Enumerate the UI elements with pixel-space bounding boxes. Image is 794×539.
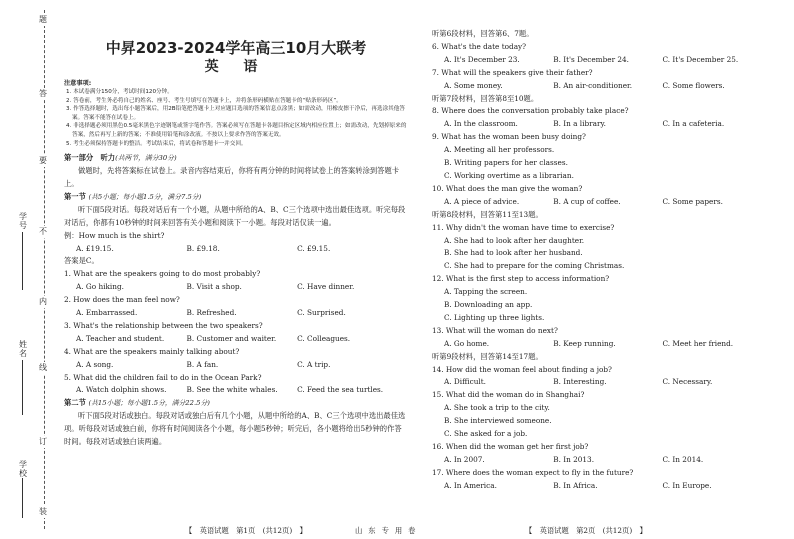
notice-heading: 注意事项: <box>64 80 92 87</box>
section1-title: 第一节 <box>64 191 86 201</box>
question-1 <box>64 268 408 294</box>
option: A. She had to look after her daughter. <box>444 235 585 245</box>
school-label: 学校 <box>19 460 27 478</box>
option: A. Go home. <box>444 338 490 348</box>
options-row <box>432 118 772 131</box>
binding-char: 线 <box>39 363 47 372</box>
options-row <box>432 480 772 493</box>
option: B. Refreshed. <box>186 308 237 318</box>
option: B. In 2013. <box>553 454 595 464</box>
school-line <box>22 478 23 518</box>
notice-block <box>64 79 408 148</box>
option: C. Meet her friend. <box>662 338 734 348</box>
option: B. In Africa. <box>553 480 598 490</box>
option: A. A piece of advice. <box>444 196 520 206</box>
binding-char: 题 <box>39 15 47 24</box>
question-3 <box>64 320 408 346</box>
student-number-label: 学号 <box>19 212 27 230</box>
option: B. See the white whales. <box>186 385 278 395</box>
options-row <box>64 333 408 346</box>
binding-char: 答 <box>39 89 47 98</box>
option: C. It's December 25. <box>662 54 739 64</box>
question-text: 17. Where does the woman expect to fly in the future? <box>432 467 634 477</box>
section1-sub: (共5小题；每小题1.5分，满分7.5分) <box>88 192 202 201</box>
question-text: 3. What's the relationship between the two speakers? <box>64 320 263 330</box>
option: A. Embarrassed. <box>76 308 138 318</box>
part1-heading <box>64 152 408 165</box>
material-note: 听第6段材料，回答第6、7题。 <box>432 29 534 38</box>
question-text: 5. What did the children fail to do in the Ocean Park? <box>64 372 262 382</box>
option: B. A fan. <box>186 359 219 369</box>
option: A. In America. <box>444 480 497 490</box>
option: C. Lighting up three lights. <box>444 312 545 322</box>
options-row <box>64 359 408 372</box>
binding-char: 要 <box>39 156 47 165</box>
option: A. It's December 23. <box>444 54 520 64</box>
question-text: 15. What did the woman do in Shanghai? <box>432 390 585 400</box>
options-row <box>432 338 772 351</box>
question-text: 10. What does the man give the woman? <box>432 183 583 193</box>
option: C. In a cafeteria. <box>662 119 725 129</box>
option: A. Watch dolphin shows. <box>76 385 167 395</box>
binding-char: 内 <box>39 297 47 306</box>
option: C. Have dinner. <box>297 282 355 292</box>
question-text: 13. What will the woman do next? <box>432 325 558 335</box>
option: B. She had to look after her husband. <box>444 248 583 258</box>
notice-item: 5. 考生必须保持答题卡的整洁。考试结束后，将试卷和答题卡一并交回。 <box>66 140 247 147</box>
page-1-column <box>64 0 408 449</box>
question-text: 9. What has the woman been busy doing? <box>432 132 586 142</box>
question-text: 6. What's the date today? <box>432 41 527 51</box>
notice-item: 4. 非选择题必须用黑色0.5毫米黑色字迹钢笔或签字笔作答。答案必须写在答题卡各题目指定区域内相应位置上；如需改动，先划掉原来的答案，然后再写上新的答案；不准使用铅笔和涂改液。不按以上要求作答的答案无效。 <box>66 123 407 138</box>
question-7 <box>432 67 772 93</box>
option: C. Some papers. <box>662 196 723 206</box>
option: C. In 2014. <box>662 454 704 464</box>
option: A. In the classroom. <box>444 119 518 129</box>
footer-page-2: 【 英语试题 第2页 (共12页) 】 <box>525 526 647 535</box>
part1-intro: 做题时，先将答案标在试卷上。录音内容结束后，你将有两分钟的时间将试卷上的答案转涂到答题卡上。 <box>64 166 400 188</box>
part1-title-sub: (共两节，满分30分) <box>115 154 177 163</box>
option: A. Tapping the screen. <box>444 287 528 297</box>
section2-intro: 听下面5段对话或独白。每段对话或独白后有几个小题，从题中所给的A、B、C三个选项中选出最佳选项。听每段对话或独白前，你将有时间阅读各个小题，每小题5秒钟；听完后，各小题将给出5秒钟的作答时间。每段对话或独白读两遍。 <box>64 411 406 447</box>
option: C. Surprised. <box>297 308 346 318</box>
binding-char: 装 <box>39 507 47 516</box>
page-2-column <box>432 28 772 493</box>
footer-page-1: 【 英语试题 第1页 (共12页) 】 <box>185 526 307 535</box>
part1-title: 第一部分 听力 <box>64 153 116 163</box>
option: B. Writing papers for her classes. <box>444 158 568 168</box>
question-4 <box>64 346 408 372</box>
exam-title: 中昇2023-2024学年高三10月大联考 <box>105 39 367 57</box>
option: B. Downloading an app. <box>444 300 533 310</box>
options-row <box>432 196 772 209</box>
option: A. A song. <box>76 359 114 369</box>
question-text: 11. Why didn't the woman have time to exercise? <box>432 222 615 232</box>
option: B. Customer and waiter. <box>186 333 277 343</box>
binding-margin <box>0 0 60 539</box>
name-line <box>22 360 23 415</box>
option: A. In 2007. <box>444 454 485 464</box>
section1-heading <box>64 191 408 204</box>
option: A. Go hiking. <box>76 282 124 292</box>
student-number-line <box>22 232 23 290</box>
option: C. Feed the sea turtles. <box>297 385 384 395</box>
option: C. Some flowers. <box>662 80 725 90</box>
option: C. Colleagues. <box>297 333 351 343</box>
option: A. Teacher and student. <box>76 333 165 343</box>
footer-edition: 山东专用卷 <box>355 526 422 535</box>
options-row <box>64 281 408 294</box>
option: B. £9.18. <box>186 243 220 253</box>
example-options <box>64 243 408 256</box>
name-label: 姓名 <box>19 340 27 358</box>
binding-char: 不 <box>39 227 47 236</box>
option: C. In Europe. <box>662 480 712 490</box>
question-6 <box>432 41 772 67</box>
option: B. Visit a shop. <box>186 282 242 292</box>
question-text: 16. When did the woman get her first job? <box>432 442 589 451</box>
option: B. In a library. <box>553 119 606 129</box>
options-row <box>64 384 408 397</box>
options-row <box>432 80 772 93</box>
question-12 <box>432 273 772 325</box>
notice-item: 3. 作答选择题时，选出每小题答案后，用2B铅笔把答题卡上对应题目选项的答案信息点涂黑；如需改动，用橡皮擦干净后，再选涂其他答案。答案不能答在试卷上。 <box>66 106 405 121</box>
option: C. A trip. <box>297 359 331 369</box>
section2-heading <box>64 397 408 410</box>
option: A. She took a trip to the city. <box>444 403 550 413</box>
question-13 <box>432 325 772 351</box>
binding-char: 订 <box>39 437 47 446</box>
question-2 <box>64 294 408 320</box>
option: A. Meeting all her professors. <box>444 145 555 155</box>
option: A. £19.15. <box>76 243 114 253</box>
question-text: 7. What will the speakers give their father? <box>432 67 593 77</box>
question-9 <box>432 131 772 183</box>
question-8 <box>432 105 772 131</box>
options-row <box>432 376 772 389</box>
section1-intro: 听下面5段对话。每段对话后有一个小题，从题中所给的A、B、C三个选项中选出最佳选项。听完每段对话后，你都有10秒钟的时间来回答有关小题和阅读下一小题。每段对话仅读一遍。 <box>64 204 406 227</box>
option: C. Necessary. <box>662 377 713 387</box>
question-text: 2. How does the man feel now? <box>64 295 180 305</box>
option: C. She had to prepare for the coming Christmas. <box>444 261 625 271</box>
option: B. It's December 24. <box>553 54 629 64</box>
option: B. An air-conditioner. <box>553 80 633 90</box>
option: C. She asked for a job. <box>444 429 528 439</box>
example-question: 例：How much is the shirt? <box>64 230 165 240</box>
question-14 <box>432 364 772 390</box>
material-note: 听第9段材料，回答第14至17题。 <box>432 351 543 361</box>
question-5 <box>64 372 408 398</box>
section2-sub: (共15小题；每小题1.5分，满分22.5分) <box>88 399 210 408</box>
question-10 <box>432 183 772 209</box>
option: B. Keep running. <box>553 338 616 348</box>
question-11 <box>432 222 772 274</box>
option: B. Interesting. <box>553 377 607 387</box>
question-15 <box>432 389 772 441</box>
options-row <box>432 54 772 67</box>
option: B. A cup of coffee. <box>553 196 621 206</box>
question-text: 14. How did the woman feel about finding a job? <box>432 364 612 374</box>
notice-item: 1. 本试卷满分150分，考试时间120分钟。 <box>66 89 173 95</box>
question-text: 12. What is the first step to access information? <box>432 274 610 284</box>
question-17 <box>432 467 772 493</box>
option: A. Some money. <box>444 80 503 90</box>
question-16 <box>432 441 772 467</box>
option: C. £9.15. <box>297 243 331 253</box>
question-text: 4. What are the speakers mainly talking about? <box>64 346 240 356</box>
material-note: 听第7段材料，回答第8至10题。 <box>432 93 539 103</box>
notice-item: 2. 答卷前，考生务必将自己的姓名、座号、考生号填写在答题卡上，并将条形码横贴在答题卡的“贴条形码区”。 <box>66 97 342 104</box>
option: A. Difficult. <box>444 377 486 387</box>
example-answer: 答案是C。 <box>64 256 99 266</box>
subject-title: 英 语 <box>204 59 268 75</box>
question-text: 1. What are the speakers going to do most probably? <box>64 269 261 279</box>
section2-title: 第二节 <box>64 398 86 408</box>
option: C. Working overtime as a librarian. <box>444 170 574 180</box>
question-text: 8. Where does the conversation probably take place? <box>432 106 629 116</box>
options-row <box>432 454 772 467</box>
material-note: 听第8段材料，回答第11至13题。 <box>432 209 543 219</box>
options-row <box>64 307 408 320</box>
option: B. She interviewed someone. <box>444 416 552 426</box>
